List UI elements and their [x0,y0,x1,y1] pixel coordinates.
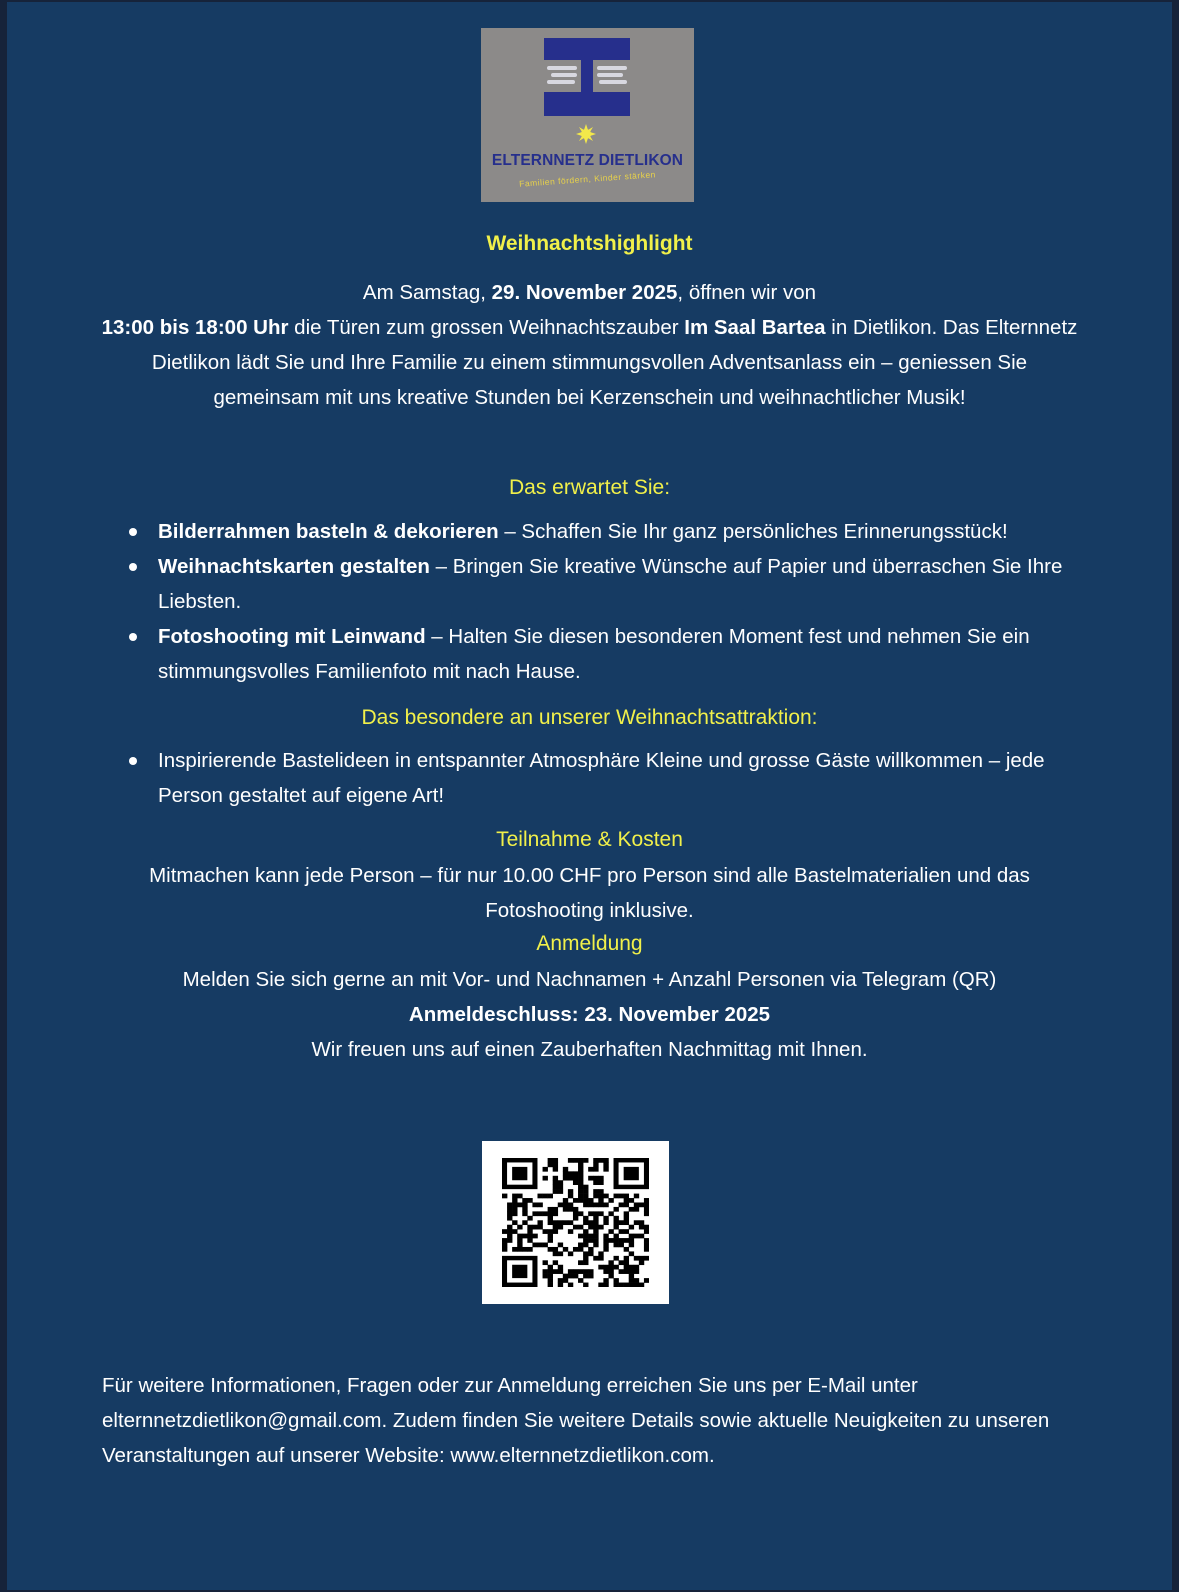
costs-heading: Teilnahme & Kosten [496,828,683,851]
telegram-qr-code[interactable] [482,1141,669,1304]
intro-paragraph [99,275,1080,415]
intro-text-3: die Türen zum grossen Weihnachtszauber [288,316,685,339]
intro-text-4: in Dietlikon. Das Elternnetz Dietlikon lädt Sie und Ihre Familie zu einem stimmungsvollen Adventsanlass ein – geniessen Sie gemeinsam mit uns kreative Stunden bei Kerzenschein und weihnachtlicher Musik! [151,316,1078,409]
list-item-text: Inspirierende Bastelideen in entspannter Atmosphäre Kleine und grosse Gäste willkommen – jede Person gestaltet auf eigene Art! [158,749,1045,807]
event-date: 29. November 2025 [491,281,678,304]
page-title: Weihnachtshighlight [486,232,693,255]
costs-text: Mitmachen kann jede Person – für nur 10.00 CHF pro Person sind alle Bastelmaterialien und das Fotoshooting inklusive. [149,864,1030,922]
logo-tagline: Familien fördern, Kinder stärken [518,169,657,189]
closing-text: Wir freuen uns auf einen Zauberhaften Nachmittag mit Ihnen. [311,1038,868,1061]
footer-info: Für weitere Informationen, Fragen oder zur Anmeldung erreichen Sie uns per E-Mail unter elternnetzdietlikon@gmail.com. Zudem finden Sie weitere Details sowie aktuelle Neuigkeiten zu unseren Veranstaltungen auf unserer Website: www.elternnetzdietlikon.com. [102,1374,1050,1467]
list-item-text: – Bringen Sie kreative Wünsche auf Papier und überraschen Sie Ihre Liebsten. [158,555,1063,613]
registration-text: Melden Sie sich gerne an mit Vor- und Nachnamen + Anzahl Personen via Telegram (QR) [182,968,997,991]
intro-text-1: Am Samstag, [362,281,492,304]
event-venue: Im Saal Bartea [684,316,826,339]
list-item [114,514,1074,549]
special-heading: Das besondere an unserer Weihnachtsattraktion: [361,706,818,729]
event-time: 13:00 bis 18:00 Uhr [101,316,289,339]
list-item [114,743,1074,813]
expect-list [114,514,1074,689]
list-item-text: – Schaffen Sie Ihr ganz persönliches Erinnerungsstück! [498,520,1008,543]
expect-heading: Das erwartet Sie: [508,476,671,499]
special-list [114,743,1074,813]
qr-code-icon [502,1158,649,1287]
logo-name: ELTERNNETZ DIETLIKON [491,152,684,169]
list-item-title: Weihnachtskarten gestalten [158,555,430,578]
list-item-text: – Halten Sie diesen besonderen Moment fest und nehmen Sie ein stimmungsvolles Familienfoto mit nach Hause. [158,625,1030,683]
list-item-title: Fotoshooting mit Leinwand [158,625,426,648]
elternnetz-logo [481,28,694,202]
flyer-page [7,2,1172,1590]
list-item [114,549,1074,619]
registration-heading: Anmeldung [536,932,643,955]
list-item [114,619,1074,689]
registration-deadline: Anmeldeschluss: 23. November 2025 [408,1003,771,1026]
intro-text-2: , öffnen wir von [677,281,817,304]
list-item-title: Bilderrahmen basteln & dekorieren [158,520,499,543]
